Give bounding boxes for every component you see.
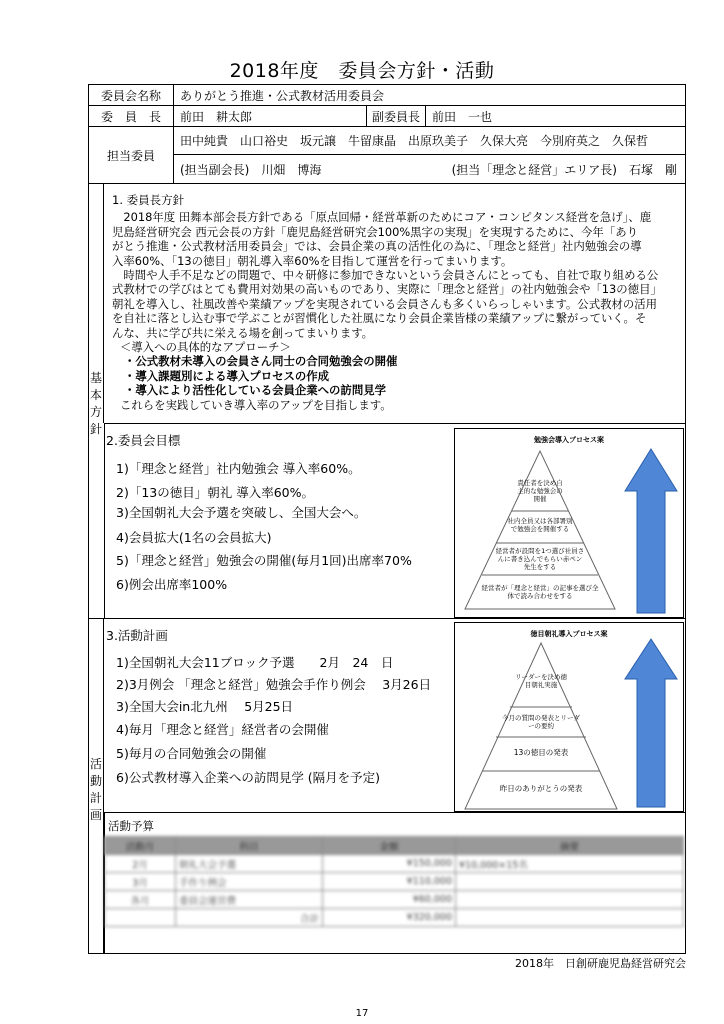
column-header: 科目 — [176, 837, 323, 855]
activity-item: 4)毎月「理念と経営」経営者の会開催 — [116, 722, 329, 737]
committee-name-label: 委員会名称 — [88, 84, 174, 106]
policy-line: んな、共に学び共に栄える場を創ってまいります。 — [112, 325, 374, 340]
table-cell: 手作り例会 — [176, 873, 323, 891]
column-header: 摘要 — [456, 837, 684, 855]
process-tier: 責任者を決め自主的な勉強会の開催 — [517, 479, 563, 503]
members-line-1: 田中純貴 山口裕史 坂元譲 牛留康晶 出原玖美子 久保大亮 今別府英之 久保哲 — [173, 126, 686, 155]
policy-line: 2018年度 田舞本部会長方針である「原点回帰・経営革新のためにコア・コンピタンス経営を急げ」、鹿 — [112, 210, 652, 225]
activities-side-label: 活 動 計 画 — [89, 757, 102, 822]
table-cell: 朝礼大会予選 — [176, 855, 323, 873]
divider — [88, 618, 686, 619]
upward-arrow-icon — [625, 449, 677, 613]
process-tier: 昨日のありがとうの発表 — [499, 784, 583, 793]
page-number: 17 — [355, 1008, 369, 1019]
activity-item: 1)全国朝礼大会11ブロック予選 2月 24 日 — [116, 655, 394, 670]
table-row — [105, 873, 684, 891]
members-label: 担当委員 — [88, 126, 174, 184]
activity-item: 5)毎月の合同勉強会の開催 — [116, 746, 267, 761]
activity-item: 3)全国大会in北九州 5月25日 — [116, 699, 294, 714]
vice-chair-value: 前田 一也 — [425, 105, 686, 127]
policy-line: 時間や人手不足などの問題で、中々研修に参加できないという会員さんにとっても、自社で取り組める公 — [112, 268, 659, 283]
table-cell: ¥110,000 — [323, 873, 456, 891]
chair-policy-heading: 1. 委員長方針 — [112, 193, 185, 207]
process-tier: 今月の質問の発表とリーダーの要約 — [502, 714, 580, 730]
activity-item: 2)3月例会 「理念と経営」勉強会手作り例会 3月26日 — [116, 677, 432, 692]
table-cell: 3月 — [105, 873, 176, 891]
table-cell — [456, 873, 684, 891]
table-cell — [456, 891, 684, 909]
table-cell: 合計 — [176, 909, 323, 927]
vice-chair-label: 副委員長 — [366, 105, 426, 127]
chair-label: 委 員 長 — [88, 105, 174, 127]
goal-item: 3)全国朝礼大会予選を突破し、全国大会へ。 — [116, 505, 367, 520]
approach-item: ・公式教材未導入の会員さん同士の合同勉強会の開催 — [124, 354, 398, 369]
diagram-title: 徳目朝礼導入プロセス案 — [530, 630, 608, 638]
policy-closing: これらを実践していき導入率のアップを目指します。 — [120, 397, 392, 412]
table-cell — [105, 909, 176, 927]
approach-item: ・導入により活性化している会員企業への訪問見学 — [124, 383, 386, 398]
members-line-2 — [173, 154, 686, 184]
policy-line: 朝礼を導入し、社風改善や業績アップを実現されている会員さんも多くいらっしゃいます。公式教材の活用 — [112, 296, 658, 311]
table-row — [105, 855, 684, 873]
goal-item: 4)会員拡大(1名の会員拡大) — [116, 530, 272, 545]
committee-name-value: ありがとう推進・公式教材活用委員会 — [173, 84, 686, 106]
vice-president-in-charge: (担当副会長) 川畑 博海 — [180, 162, 322, 177]
table-cell: 各月 — [105, 891, 176, 909]
approach-heading: ＜導入への具体的なアプローチ＞ — [120, 340, 291, 355]
divider — [104, 423, 105, 618]
table-row — [105, 909, 684, 927]
goal-item: 2)「13の徳目」朝礼 導入率60%。 — [116, 485, 314, 500]
divider — [88, 183, 686, 184]
column-header: 金額 — [323, 837, 456, 855]
process-tier: 経営者が「理念と経営」の記事を選び全体で読み合わせをする — [481, 584, 599, 600]
policy-line: がとう推進・公式教材活用委員会」では、会員企業の真の活性化の為に、「理念と経営」社内勉強会の導 — [112, 239, 642, 254]
policy-line: 式教材での学びはとても費用対効果の高いものであり、実際に「理念と経営」の社内勉強会や「13の徳目」 — [112, 282, 662, 297]
process-tier: 経営者が設問を1つ選び社員さんに書き込んでもらい赤ペン先生をする — [495, 547, 585, 571]
goal-item: 1)「理念と経営」社内勉強会 導入率60%。 — [116, 461, 361, 476]
page-title: 2018年度 委員会方針・活動 — [229, 60, 495, 82]
divider — [104, 812, 686, 813]
budget-table — [104, 836, 684, 948]
policy-line: 入率60%、「13の徳目」朝礼導入率60%を目指して運営を行ってまいります。 — [112, 253, 513, 268]
goals-heading: 2.委員会目標 — [106, 433, 181, 448]
area-leader-in-charge: (担当「理念と経営」エリア長) 石塚 剛 — [451, 162, 677, 177]
policy-line: 児島経営研究会 西元会長の方針「鹿児島経営研究会100%黒字の実現」を実現するために、今年「あり — [112, 224, 638, 239]
goal-item: 5)「理念と経営」勉強会の開催(毎月1回)出席率70% — [116, 553, 412, 568]
table-cell: ¥10,000×15名 — [456, 855, 684, 873]
study-session-process-diagram — [454, 428, 684, 618]
diagram-title: 勉強会導入プロセス案 — [534, 436, 604, 444]
column-header: 活動月 — [105, 837, 176, 855]
table-cell: ¥320,000 — [323, 909, 456, 927]
table-cell: 2月 — [105, 855, 176, 873]
divider — [104, 423, 686, 424]
table-row — [105, 891, 684, 909]
process-tier: 13の徳目の発表 — [513, 748, 569, 757]
upward-arrow-icon — [625, 639, 677, 807]
process-tier: 社内全員又は各部署別で勉強会を開催する — [507, 517, 573, 533]
budget-heading: 活動予算 — [108, 819, 154, 833]
chair-value: 前田 耕太郎 — [173, 105, 367, 127]
table-cell — [456, 909, 684, 927]
chair-policy — [112, 193, 684, 412]
policy-line: を自社に落とし込む事で学ぶことが習慣化した社風になり会員企業皆様の業績アップに繋がっていく。そ — [112, 311, 647, 326]
process-tier: リーダーを決め徳目朝礼実施 — [515, 673, 567, 689]
activities-heading: 3.活動計画 — [106, 628, 168, 643]
footer-organization: 2018年 日創研鹿児島経営研究会 — [515, 957, 686, 970]
morning-assembly-process-diagram — [454, 622, 684, 812]
table-cell: ¥60,000 — [323, 891, 456, 909]
basic-policy-side-label: 基 本 方 針 — [89, 371, 102, 436]
table-cell: 委員会運営費 — [176, 891, 323, 909]
approach-item: ・導入課題別による導入プロセスの作成 — [124, 368, 330, 383]
activity-item: 6)公式教材導入企業への訪問見学 (隔月を予定) — [116, 770, 381, 785]
goal-item: 6)例会出席率100% — [116, 577, 228, 592]
table-cell: ¥150,000 — [323, 855, 456, 873]
